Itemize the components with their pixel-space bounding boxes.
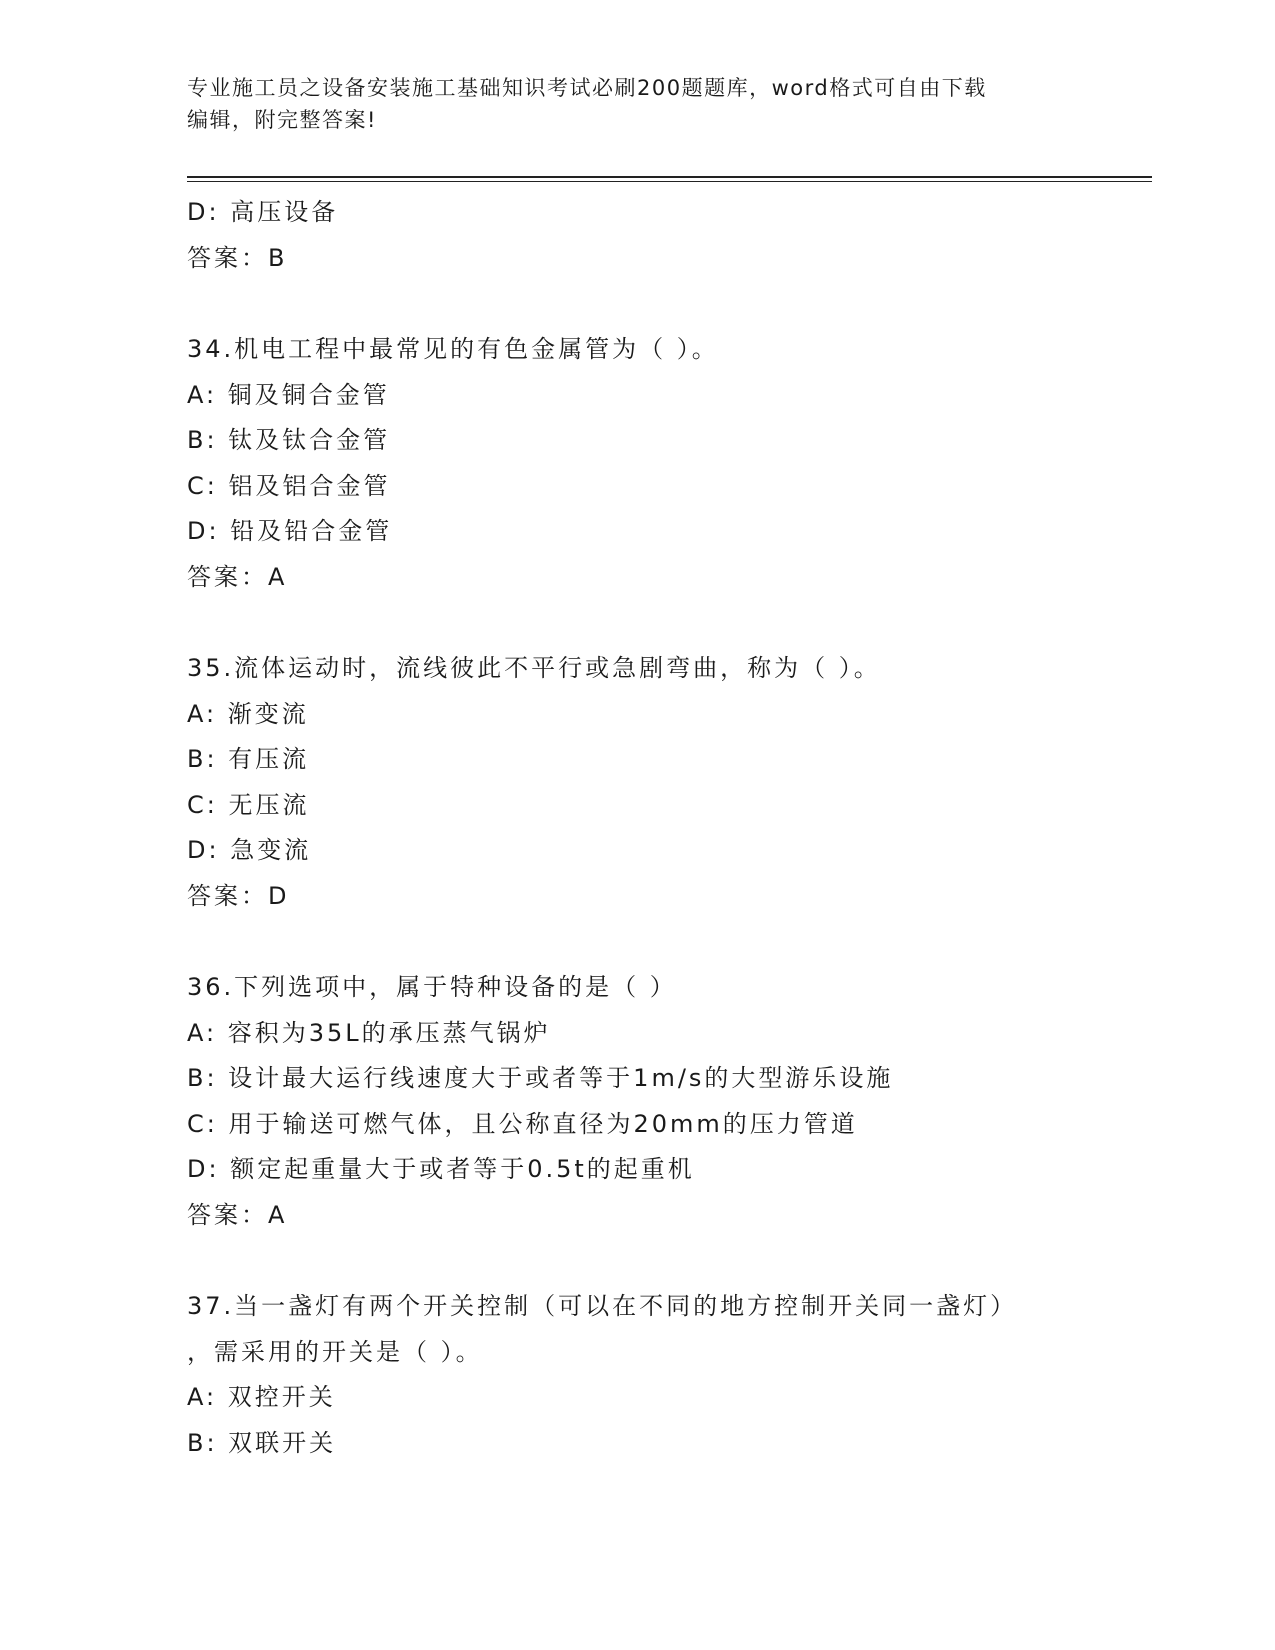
- header-title-line1: 专业施工员之设备安装施工基础知识考试必刷200题题库，word格式可自由下载: [187, 76, 987, 100]
- option-line: B: 双联开关: [187, 1428, 337, 1457]
- option-line: D: 高压设备: [187, 198, 339, 226]
- header-title-line2: 编辑，附完整答案!: [187, 108, 377, 132]
- header-divider-thin: [187, 181, 1152, 182]
- answer-line: 答案：B: [187, 243, 288, 272]
- header-divider-thick: [187, 176, 1152, 178]
- option-line: A: 双控开关: [187, 1383, 336, 1411]
- question-36: [187, 965, 1152, 1238]
- question-35: [187, 646, 1152, 919]
- answer-line: 答案：A: [187, 1200, 288, 1229]
- option-line: B: 有压流: [187, 745, 310, 773]
- question-stem: 35.流体运动时，流线彼此不平行或急剧弯曲，称为（ ）。: [187, 654, 881, 682]
- option-line: B: 设计最大运行线速度大于或者等于1m/s的大型游乐设施: [187, 1064, 894, 1092]
- question-stem: 37.当一盏灯有两个开关控制（可以在不同的地方控制开关同一盏灯）: [187, 1292, 1018, 1320]
- question-stem-continued: ，需采用的开关是（ ）。: [187, 1337, 483, 1366]
- option-line: A: 容积为35L的承压蒸气锅炉: [187, 1018, 551, 1047]
- option-line: C: 无压流: [187, 790, 310, 819]
- option-line: C: 铝及铝合金管: [187, 471, 391, 500]
- question-stem: 36.下列选项中，属于特种设备的是（ ）: [187, 973, 677, 1001]
- question-list: [187, 190, 1152, 1466]
- question-37: [187, 1284, 1152, 1466]
- answer-line: 答案：A: [187, 562, 288, 591]
- option-line: B: 钛及钛合金管: [187, 426, 391, 454]
- option-line: D: 急变流: [187, 836, 312, 864]
- question-34: [187, 327, 1152, 600]
- option-line: A: 铜及铜合金管: [187, 380, 390, 409]
- option-line: A: 渐变流: [187, 699, 309, 728]
- answer-line: 答案：D: [187, 881, 290, 910]
- document-header: [187, 72, 1087, 136]
- option-line: D: 额定起重量大于或者等于0.5t的起重机: [187, 1155, 695, 1183]
- option-line: D: 铅及铅合金管: [187, 517, 393, 545]
- option-line: C: 用于输送可燃气体，且公称直径为20mm的压力管道: [187, 1109, 858, 1138]
- question-stem: 34.机电工程中最常见的有色金属管为（ ）。: [187, 335, 719, 363]
